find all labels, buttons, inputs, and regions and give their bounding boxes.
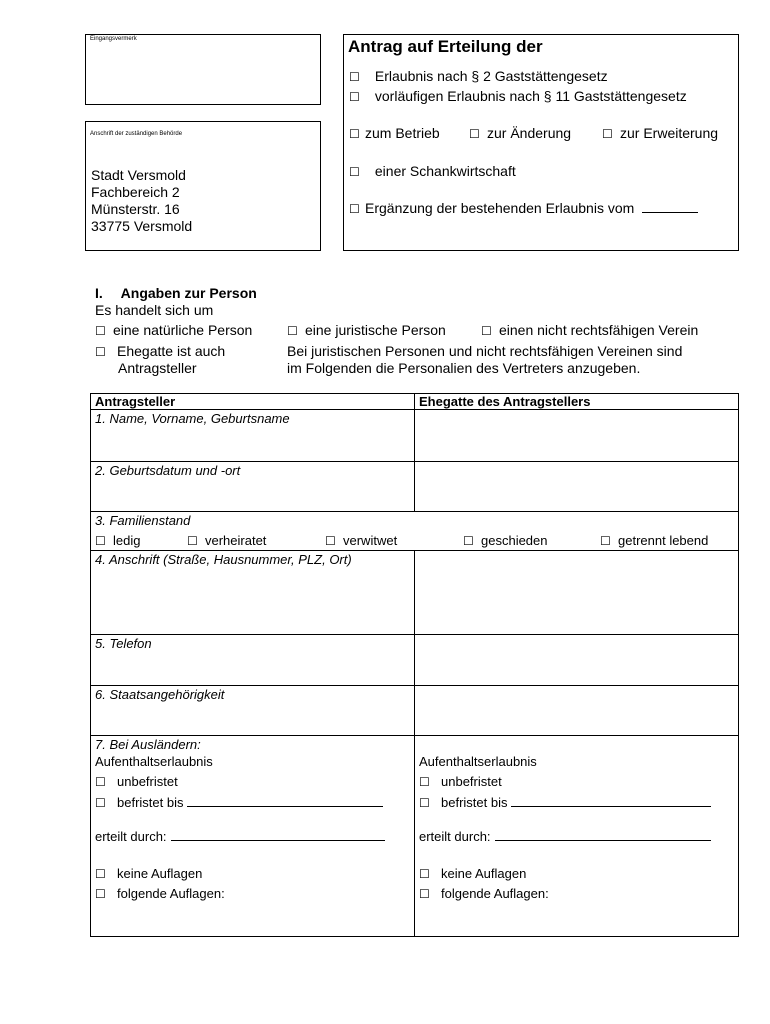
row-divider xyxy=(90,461,739,462)
checkbox-icon[interactable]: ☐ xyxy=(95,534,106,548)
option-natural-person[interactable] xyxy=(95,322,252,340)
row-label-name: 1. Name, Vorname, Geburtsname xyxy=(95,411,290,426)
checkbox-icon[interactable]: ☐ xyxy=(95,887,106,901)
checkbox-icon[interactable]: ☐ xyxy=(95,796,106,810)
address-line: Stadt Versmold xyxy=(91,167,186,183)
option-ergaenzung[interactable] xyxy=(349,200,698,218)
option-erlaubnis[interactable] xyxy=(349,68,608,86)
fam-geschieden-label: geschieden xyxy=(481,533,548,548)
option-erlaubnis-label: Erlaubnis nach § 2 Gaststättengesetz xyxy=(374,68,608,84)
behoerde-label: Anschrift der zuständigen Behörde xyxy=(90,131,183,137)
left-folgende-auflagen[interactable] xyxy=(95,886,225,902)
left-folgende-label: folgende Auflagen: xyxy=(117,886,225,901)
note-line: im Folgenden die Personalien des Vertreters anzugeben. xyxy=(287,360,641,376)
section-intro: Es handelt sich um xyxy=(95,302,214,318)
fam-ledig[interactable] xyxy=(95,533,140,549)
left-befristet-label: befristet bis xyxy=(117,795,184,810)
checkbox-icon[interactable]: ☐ xyxy=(419,775,430,789)
section-title: Angaben zur Person xyxy=(120,285,257,301)
checkbox-icon[interactable]: ☐ xyxy=(325,534,336,548)
checkbox-icon[interactable]: ☐ xyxy=(602,127,613,141)
option-spouse-label-2: Antragsteller xyxy=(118,360,197,376)
column-divider xyxy=(414,550,415,937)
right-aufenthalt-label: Aufenthaltserlaubnis xyxy=(419,754,537,769)
checkbox-icon[interactable]: ☐ xyxy=(419,887,430,901)
right-erteilt xyxy=(419,829,711,845)
row-label-familienstand: 3. Familienstand xyxy=(95,513,191,528)
option-aenderung-label: zur Änderung xyxy=(487,125,572,141)
checkbox-icon[interactable]: ☐ xyxy=(419,796,430,810)
eingangsvermerk-label: Eingangsvermerk xyxy=(90,36,137,42)
section-heading xyxy=(95,285,257,301)
option-erweiterung-label: zur Erweiterung xyxy=(620,125,719,141)
option-juristic-label: eine juristische Person xyxy=(305,322,446,338)
address-line: Fachbereich 2 xyxy=(91,184,180,200)
checkbox-icon[interactable]: ☐ xyxy=(600,534,611,548)
left-erteilt-field[interactable] xyxy=(171,840,385,841)
option-aenderung[interactable] xyxy=(469,125,571,143)
row-divider xyxy=(90,685,739,686)
left-befristet-field[interactable] xyxy=(187,806,383,807)
option-vorlaeufig[interactable] xyxy=(349,88,687,106)
fam-getrennt[interactable] xyxy=(600,533,708,549)
right-folgende-label: folgende Auflagen: xyxy=(441,886,549,901)
left-unbefristet-label: unbefristet xyxy=(117,774,178,789)
antrag-box xyxy=(343,34,739,251)
fam-verwitwet[interactable] xyxy=(325,533,397,549)
option-verein[interactable] xyxy=(481,322,698,340)
option-erweiterung[interactable] xyxy=(602,125,718,143)
ergaenzung-date-field[interactable] xyxy=(642,212,698,213)
address-line: Münsterstr. 16 xyxy=(91,201,180,217)
option-spouse[interactable] xyxy=(95,343,225,361)
left-erteilt xyxy=(95,829,385,845)
right-folgende-auflagen[interactable] xyxy=(419,886,549,902)
option-betrieb-label: zum Betrieb xyxy=(365,125,440,141)
checkbox-icon[interactable]: ☐ xyxy=(349,127,360,141)
right-erteilt-field[interactable] xyxy=(495,840,711,841)
row-label-foreigners: 7. Bei Ausländern: xyxy=(95,737,201,752)
checkbox-icon[interactable]: ☐ xyxy=(95,324,106,338)
fam-ledig-label: ledig xyxy=(113,533,141,548)
option-schank[interactable] xyxy=(349,163,516,181)
checkbox-icon[interactable]: ☐ xyxy=(469,127,480,141)
option-ergaenzung-label: Ergänzung der bestehenden Erlaubnis vom xyxy=(365,200,635,216)
checkbox-icon[interactable]: ☐ xyxy=(349,202,360,216)
left-erteilt-label: erteilt durch: xyxy=(95,829,167,844)
row-divider xyxy=(90,634,739,635)
checkbox-icon[interactable]: ☐ xyxy=(187,534,198,548)
checkbox-icon[interactable]: ☐ xyxy=(463,534,474,548)
juristic-note xyxy=(287,343,682,377)
option-spouse-label: Ehegatte ist auch xyxy=(117,343,226,359)
checkbox-icon[interactable]: ☐ xyxy=(481,324,492,338)
checkbox-icon[interactable]: ☐ xyxy=(349,70,360,84)
note-line: Bei juristischen Personen und nicht rechtsfähigen Vereinen sind xyxy=(287,343,683,359)
right-befristet[interactable] xyxy=(419,795,711,811)
address-line: 33775 Versmold xyxy=(91,218,193,234)
right-unbefristet[interactable] xyxy=(419,774,502,790)
checkbox-icon[interactable]: ☐ xyxy=(349,165,360,179)
row-label-address: 4. Anschrift (Straße, Hausnummer, PLZ, Ort) xyxy=(95,552,352,567)
option-schank-label: einer Schankwirtschaft xyxy=(374,163,516,179)
left-aufenthalt-label: Aufenthaltserlaubnis xyxy=(95,754,213,769)
authority-address xyxy=(91,167,192,235)
checkbox-icon[interactable]: ☐ xyxy=(95,775,106,789)
checkbox-icon[interactable]: ☐ xyxy=(419,867,430,881)
left-keine-label: keine Auflagen xyxy=(117,866,203,881)
row-divider xyxy=(90,550,739,551)
fam-getrennt-label: getrennt lebend xyxy=(618,533,709,548)
left-befristet[interactable] xyxy=(95,795,383,811)
row-label-phone: 5. Telefon xyxy=(95,636,152,651)
right-unbefristet-label: unbefristet xyxy=(441,774,502,789)
option-verein-label: einen nicht rechtsfähigen Verein xyxy=(499,322,699,338)
row-divider xyxy=(90,511,739,512)
left-unbefristet[interactable] xyxy=(95,774,178,790)
right-befristet-label: befristet bis xyxy=(441,795,508,810)
checkbox-icon[interactable]: ☐ xyxy=(287,324,298,338)
option-betrieb-row xyxy=(349,125,739,143)
fam-verheiratet-label: verheiratet xyxy=(205,533,267,548)
row-divider xyxy=(90,409,739,410)
checkbox-icon[interactable]: ☐ xyxy=(95,345,106,359)
antrag-title: Antrag auf Erteilung der xyxy=(348,37,543,56)
left-keine-auflagen[interactable] xyxy=(95,866,202,882)
checkbox-icon[interactable]: ☐ xyxy=(95,867,106,881)
option-natural-label: eine natürliche Person xyxy=(113,322,253,338)
row-label-birth: 2. Geburtsdatum und -ort xyxy=(95,463,241,478)
row-label-nationality: 6. Staatsangehörigkeit xyxy=(95,687,225,702)
fam-geschieden[interactable] xyxy=(463,533,548,549)
right-keine-auflagen[interactable] xyxy=(419,866,526,882)
right-befristet-field[interactable] xyxy=(511,806,711,807)
behoerde-box xyxy=(85,121,321,251)
option-juristic-person[interactable] xyxy=(287,322,446,340)
eingangsvermerk-box xyxy=(85,34,321,105)
right-erteilt-label: erteilt durch: xyxy=(419,829,491,844)
col-header-antragsteller: Antragsteller xyxy=(95,394,176,409)
fam-verheiratet[interactable] xyxy=(187,533,266,549)
option-vorlaeufig-label: vorläufigen Erlaubnis nach § 11 Gaststättengesetz xyxy=(374,88,687,104)
fam-verwitwet-label: verwitwet xyxy=(343,533,398,548)
section-number: I. xyxy=(95,285,103,301)
right-keine-label: keine Auflagen xyxy=(441,866,527,881)
column-divider xyxy=(414,393,415,511)
row-divider xyxy=(90,735,739,736)
checkbox-icon[interactable]: ☐ xyxy=(349,90,360,104)
col-header-ehegatte: Ehegatte des Antragstellers xyxy=(419,394,591,409)
